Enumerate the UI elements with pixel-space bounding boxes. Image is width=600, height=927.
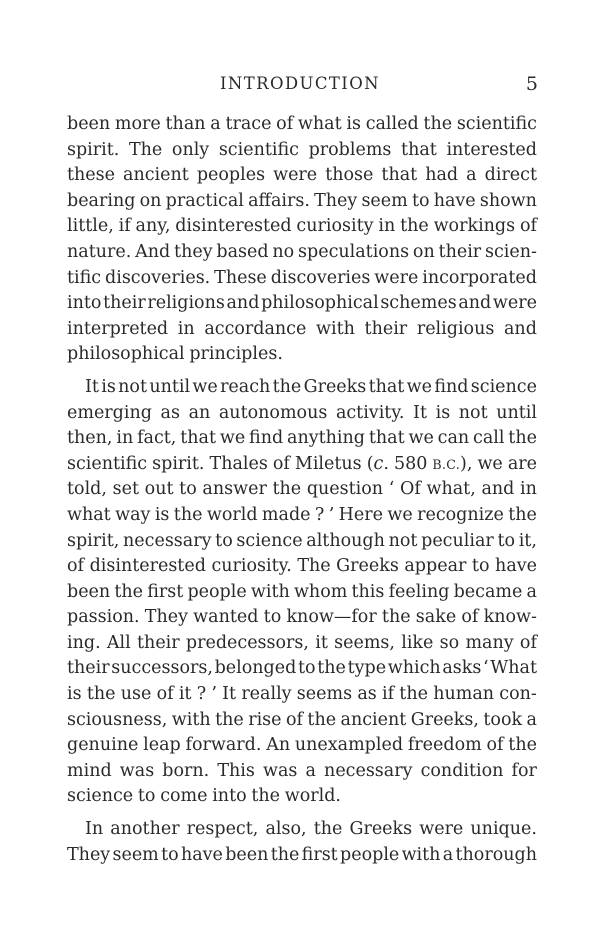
text-line: scientific spirit. Thales of Miletus (c. 580 B.C.), we are (67, 453, 537, 474)
text-line: spirit. The only scientific problems that interested (67, 139, 537, 160)
text-line: ing. All their predecessors, it seems, like so many of (67, 632, 537, 653)
text-line: their successors, belonged to the type which asks ‘ What (67, 658, 537, 679)
text-line: It is not until we reach the Greeks that we find science (85, 376, 537, 397)
body-text (67, 112, 537, 868)
text-line: nature. And they based no speculations on their scien- (67, 241, 537, 262)
text-line: philosophical principles. (67, 344, 283, 365)
text-line: of disinterested curiosity. The Greeks appear to have (67, 556, 537, 577)
text-line: sciousness, with the rise of the ancient Greeks, took a (67, 709, 537, 730)
text-line: been the first people with whom this feeling became a (67, 581, 537, 602)
page-number: 5 (525, 73, 538, 95)
text-line: then, in fact, that we find anything that we can call the (67, 428, 537, 449)
text-line: science to come into the world. (67, 786, 341, 807)
text-line: genuine leap forward. An unexampled freedom of the (67, 735, 537, 756)
text-line: what way is the world made ? ’ Here we recognize the (67, 504, 537, 525)
text-line: passion. They wanted to know—for the sake of know- (67, 607, 537, 628)
running-head: INTRODUCTION (220, 74, 380, 93)
text-line: emerging as an autonomous activity. It is not until (67, 402, 537, 423)
text-line: told, set out to answer the question ‘ Of what, and in (67, 479, 537, 500)
text-line: is the use of it ? ’ It really seems as if the human con- (67, 684, 537, 705)
text-line: interpreted in accordance with their religious and (67, 318, 537, 339)
paragraph (67, 817, 537, 868)
paragraph-gap (67, 810, 537, 817)
paragraph (67, 375, 537, 810)
text-line: bearing on practical affairs. They seem to have shown (67, 190, 537, 211)
text-line: these ancient peoples were those that had a direct (67, 165, 537, 186)
text-line: They seem to have been the first people with a thorough (67, 844, 537, 865)
text-line: In another respect, also, the Greeks were unique. (85, 819, 537, 840)
text-line: tific discoveries. These discoveries were incorporated (67, 267, 537, 288)
text-line: spirit, necessary to science although not peculiar to it, (67, 530, 537, 551)
paragraph (67, 112, 537, 368)
paragraph-gap (67, 368, 537, 375)
text-line: little, if any, disinterested curiosity in the workings of (67, 216, 537, 237)
text-line: into their religions and philosophical schemes and were (67, 293, 537, 314)
text-line: mind was born. This was a necessary condition for (67, 760, 537, 781)
text-line: been more than a trace of what is called the scientific (67, 114, 537, 134)
page-header (0, 74, 600, 98)
